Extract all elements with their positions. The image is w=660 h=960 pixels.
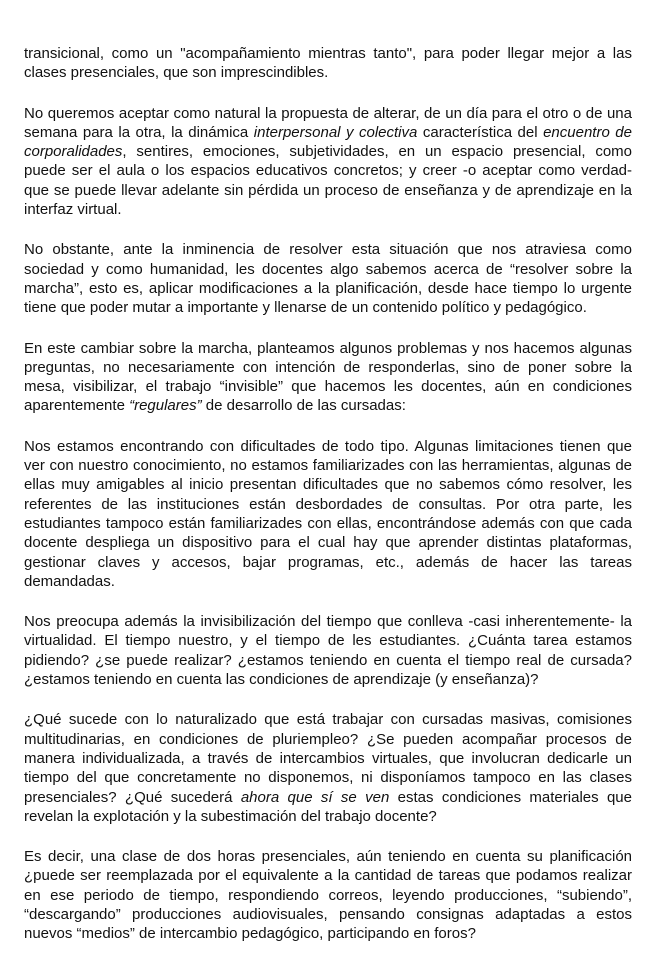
paragraph-5: [24, 437, 632, 591]
paragraph-3-text: No obstante, ante la inminencia de resolver esta situación que nos atraviesa como sociedad y como humanidad, les docentes algo sabemos acerca de “resolver sobre la marcha”, esto es, aplicar modificaciones a la planificación, desde hace tiempo lo urgente tiene que poder mutar a importante y llenarse de un contenido político y pedagógico.: [24, 241, 632, 317]
paragraph-7: [24, 710, 632, 826]
paragraph-7-emphasis-ahora: ahora que sí se ven: [240, 788, 390, 806]
paragraph-8-text: Es decir, una clase de dos horas presenciales, aún teniendo en cuenta su planificación ¿puede ser reemplazada por el equivalente a la cantidad de tareas que podamos realizar en ese periodo de tiempo, respondiendo correos, leyendo producciones, “subiendo”, “descargando” producciones audiovisuales, pensando consignas adaptadas a estos nuevos “medios” de intercambio pedagógico, participando en foros?: [24, 848, 632, 943]
paragraph-8: [24, 847, 632, 943]
paragraph-7-text: ¿Qué sucede con lo naturalizado que está trabajar con cursadas masivas, comisiones multitudinarias, en condiciones de pluriempleo? ¿Se pueden acompañar procesos de manera individualizada, a través de intercambios virtuales, que involucran dedicarle un tiempo del que concretamente no disponemos, ni disponíamos tampoco en las clases presenciales? ¿Qué sucederá: [24, 711, 632, 806]
paragraph-2-emphasis-corporalidades: encuentro de corporalidades: [24, 123, 632, 161]
paragraph-6: [24, 612, 632, 689]
paragraph-2-text: , sentires, emociones, subjetividades, en un espacio presencial, como puede ser el aula o los espacios educativos concretos; y creer -o aceptar como verdad- que se puede llevar adelante sin pérdida un proceso de enseñanza y de aprendizaje en la interfaz virtual.: [24, 143, 632, 219]
paragraph-7-text: estas condiciones materiales que revelan la explotación y la subestimación del trabajo docente?: [24, 788, 632, 825]
paragraph-2-emphasis-interpersonal: interpersonal y colectiva: [253, 123, 418, 141]
paragraph-1-text: transicional, como un "acompañamiento mientras tanto", para poder llegar mejor a las clases presenciales, que son imprescindibles.: [24, 45, 632, 82]
paragraph-4-text: de desarrollo de las cursadas:: [201, 397, 406, 415]
paragraph-1: [24, 44, 632, 83]
paragraph-4-text: En este cambiar sobre la marcha, planteamos algunos problemas y nos hacemos algunas preguntas, no necesariamente con intención de responderlas, sino de poner sobre la mesa, visibilizar, el trabajo “invisible” que hacemos les docentes, aún en condiciones aparentemente: [24, 339, 632, 415]
paragraph-2-text: No queremos aceptar como natural la propuesta de alterar, de un día para el otro o de una semana para la otra, la dinámica: [24, 104, 632, 141]
paragraph-2: [24, 104, 632, 220]
paragraph-2-text: característica del: [417, 123, 544, 141]
paragraph-4: [24, 339, 632, 416]
paragraph-4-emphasis-regulares: “regulares”: [129, 397, 202, 415]
paragraph-6-text: Nos preocupa además la invisibilización del tiempo que conlleva -casi inherentemente- la virtualidad. El tiempo nuestro, y el tiempo de les estudiantes. ¿Cuánta tarea estamos pidiendo? ¿se puede realizar? ¿estamos teniendo en cuenta el tiempo real de cursada? ¿estamos teniendo en cuenta las condiciones de aprendizaje (y enseñanza)?: [24, 613, 632, 689]
paragraph-5-text: Nos estamos encontrando con dificultades de todo tipo. Algunas limitaciones tienen que ver con nuestro conocimiento, no estamos familiarizades con las herramientas, algunas de ellas muy amigables al inicio presentan dificultades que no sabemos cómo resolver, les referentes de las instituciones están desbordades de consultas. Por otra parte, les estudiantes tampoco están familiarizades con ellas, encontrándose además con que cada docente despliega un dispositivo para el cual hay que aprender distintas plataformas, gestionar claves y accesos, bajar programas, etc., además de hacer las tareas demandadas.: [24, 437, 632, 590]
paragraph-3: [24, 240, 632, 317]
